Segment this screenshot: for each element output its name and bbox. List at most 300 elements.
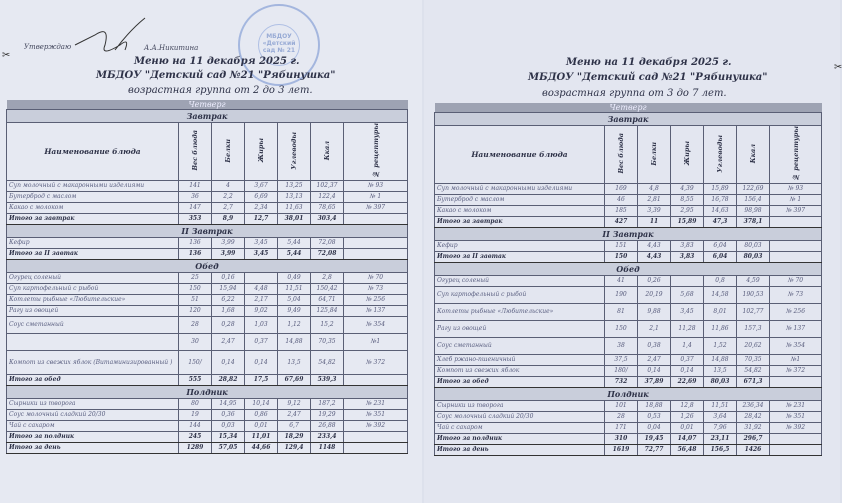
cell-carbs: 0,8	[704, 275, 737, 286]
cell-recipe-no: № 351	[770, 411, 822, 422]
cell-protein: 14,95	[212, 398, 245, 409]
cell-recipe-no: № 70	[344, 272, 408, 283]
cell-fat: 3,67	[245, 180, 278, 191]
official-stamp: МБДОУ «Детский сад № 21	[238, 4, 320, 86]
table-row	[7, 333, 408, 350]
dish-name: Итого за день	[435, 444, 605, 455]
cell-kcal: 72,08	[311, 237, 344, 248]
cell-protein: 9,88	[638, 303, 671, 320]
table-row	[435, 365, 822, 376]
cell-kcal: 54,82	[311, 350, 344, 374]
cell-carbs	[278, 123, 311, 181]
dish-name: Наименование блюда	[7, 123, 179, 181]
dish-name: Итого за обед	[435, 376, 605, 387]
cell-recipe-no	[770, 126, 822, 184]
table-row	[7, 398, 408, 409]
section-header	[7, 385, 408, 398]
cell-weight	[179, 123, 212, 181]
cell-fat: 14,07	[671, 433, 704, 444]
cell-weight: 555	[179, 374, 212, 385]
cell-protein: 2,7	[212, 202, 245, 213]
table-row	[435, 183, 822, 194]
cell-weight: 136	[179, 237, 212, 248]
section-header	[435, 262, 822, 275]
cell-protein: 11	[638, 216, 671, 227]
scissors-icon: ✂	[2, 50, 11, 61]
cell-fat: 8,55	[671, 194, 704, 205]
cell-carbs: 14,88	[278, 333, 311, 350]
cell-kcal: 157,3	[737, 320, 770, 337]
cell-kcal: 54,82	[737, 365, 770, 376]
cell-kcal: 102,37	[311, 180, 344, 191]
header-label: № рецептуры	[371, 123, 380, 178]
table-row	[7, 191, 408, 202]
section-header-label: II Завтрак	[435, 227, 822, 240]
cell-protein: 15,94	[212, 283, 245, 294]
section-total-row	[7, 248, 408, 259]
cell-fat: 44,66	[245, 442, 278, 453]
dish-name: Кефир	[7, 237, 179, 248]
cell-protein: 3,39	[638, 205, 671, 216]
dish-name: Итого за полдник	[7, 431, 179, 442]
cell-protein: 2,1	[638, 320, 671, 337]
dish-name: Котлеты рыбные «Любительские»	[7, 294, 179, 305]
menu-sheet-3-7-years	[424, 0, 840, 503]
day-total-row	[435, 444, 822, 455]
cell-kcal: 20,62	[737, 337, 770, 354]
cell-carbs: 11,51	[278, 283, 311, 294]
cell-carbs: 156,5	[704, 444, 737, 455]
cell-fat: 56,48	[671, 444, 704, 455]
cell-carbs: 2,47	[278, 409, 311, 420]
dish-name: Итого за II завтак	[435, 251, 605, 262]
dish-name: Итого за завтрак	[7, 213, 179, 224]
table-row	[435, 411, 822, 422]
cell-weight: 37,5	[605, 354, 638, 365]
section-header	[7, 259, 408, 272]
cell-kcal: 80,03	[737, 251, 770, 262]
cell-kcal: 2,8	[311, 272, 344, 283]
cell-kcal: 80,03	[737, 240, 770, 251]
dish-name: Суп молочный с макаронными изделиями	[7, 180, 179, 191]
cell-fat: 22,69	[671, 376, 704, 387]
cell-recipe-no: № 1	[344, 191, 408, 202]
dish-name: Соус молочный сладкий 20/30	[7, 409, 179, 420]
table-row	[7, 294, 408, 305]
cell-protein: 0,53	[638, 411, 671, 422]
cell-recipe-no: № 73	[770, 286, 822, 303]
dish-name: Огурец соленый	[435, 275, 605, 286]
table-row	[435, 240, 822, 251]
cell-protein	[638, 126, 671, 184]
cell-carbs: 5,04	[278, 294, 311, 305]
cell-recipe-no: № 397	[770, 205, 822, 216]
cell-carbs: 67,69	[278, 374, 311, 385]
dish-name: Хлеб ржано-пшеничный	[435, 354, 605, 365]
cell-weight: 30	[179, 333, 212, 350]
dish-name: Компот из свежих яблок	[435, 365, 605, 376]
cell-fat	[671, 126, 704, 184]
cell-kcal: 378,1	[737, 216, 770, 227]
cell-weight: 180/	[605, 365, 638, 376]
cell-weight: 136	[179, 248, 212, 259]
dish-name: Сырники из творога	[7, 398, 179, 409]
header-label: Ккал	[749, 143, 757, 164]
cell-recipe-no	[770, 376, 822, 387]
cell-carbs: 1,12	[278, 316, 311, 333]
menu-title: Меню на 11 декабря 2025 г.	[134, 56, 300, 67]
cell-recipe-no: № 372	[770, 365, 822, 376]
cell-recipe-no: № 392	[344, 420, 408, 431]
cell-recipe-no: № 354	[344, 316, 408, 333]
table-row	[7, 237, 408, 248]
cell-protein: 0,16	[212, 272, 245, 283]
section-header	[435, 113, 822, 126]
dish-name: Какао с молоком	[435, 205, 605, 216]
signature	[70, 15, 150, 60]
cell-protein: 8,9	[212, 213, 245, 224]
cell-protein: 15,34	[212, 431, 245, 442]
cell-recipe-no: № 354	[770, 337, 822, 354]
table-row	[435, 286, 822, 303]
dish-name: Сырники из творога	[435, 400, 605, 411]
cell-protein: 0,28	[212, 316, 245, 333]
section-header	[7, 110, 408, 123]
cell-weight: 101	[605, 400, 638, 411]
cell-recipe-no: № 73	[344, 283, 408, 294]
cell-protein: 2,47	[638, 354, 671, 365]
table-row	[7, 272, 408, 283]
dish-name: Чай с сахаром	[7, 420, 179, 431]
cell-carbs: 14,58	[704, 286, 737, 303]
cell-carbs: 11,86	[704, 320, 737, 337]
section-total-row	[435, 376, 822, 387]
cell-kcal: 122,69	[737, 183, 770, 194]
cell-weight: 732	[605, 376, 638, 387]
section-total-row	[7, 374, 408, 385]
cell-weight: 38	[605, 337, 638, 354]
day-header-label: Четверг	[435, 103, 822, 113]
cell-protein: 3,99	[212, 248, 245, 259]
age-group: возрастная группа от 2 до 3 лет.	[128, 85, 313, 96]
cell-recipe-no	[770, 444, 822, 455]
section-header-label: Полдник	[435, 387, 822, 400]
cell-recipe-no	[344, 431, 408, 442]
cell-protein: 0,14	[638, 365, 671, 376]
cell-fat: 6,69	[245, 191, 278, 202]
cell-carbs: 6,04	[704, 251, 737, 262]
cell-protein: 6,22	[212, 294, 245, 305]
cell-weight: 19	[179, 409, 212, 420]
cell-weight: 46	[605, 194, 638, 205]
cell-carbs: 13,5	[278, 350, 311, 374]
cell-fat: 5,68	[671, 286, 704, 303]
cell-carbs: 3,64	[704, 411, 737, 422]
cell-carbs: 11,51	[704, 400, 737, 411]
cell-carbs: 13,25	[278, 180, 311, 191]
cell-fat: 11,28	[671, 320, 704, 337]
cell-kcal: 78,65	[311, 202, 344, 213]
dish-name: Соус молочный сладкий 20/30	[435, 411, 605, 422]
cell-weight: 120	[179, 305, 212, 316]
cell-carbs: 13,5	[704, 365, 737, 376]
section-header-label: II Завтрак	[7, 224, 408, 237]
cell-protein: 4,43	[638, 240, 671, 251]
table-row	[435, 337, 822, 354]
cell-kcal: 1148	[311, 442, 344, 453]
cell-fat: 1,26	[671, 411, 704, 422]
cell-weight: 171	[605, 422, 638, 433]
cell-carbs: 5,44	[278, 248, 311, 259]
dish-name: Соус сметанный	[435, 337, 605, 354]
cell-fat: 0,01	[245, 420, 278, 431]
dish-name	[7, 333, 179, 350]
section-total-row	[7, 213, 408, 224]
dish-name: Бутерброд с маслом	[435, 194, 605, 205]
day-header	[435, 103, 822, 113]
table-row	[435, 354, 822, 365]
cell-recipe-no: № 351	[344, 409, 408, 420]
cell-protein	[212, 123, 245, 181]
cell-carbs: 11,63	[278, 202, 311, 213]
dish-name: Наименование блюда	[435, 126, 605, 184]
header-label: Вес блюда	[617, 133, 625, 174]
cell-kcal: 26,88	[311, 420, 344, 431]
cell-kcal: 102,77	[737, 303, 770, 320]
dish-name: Котлеты рыбные «Любительские»	[435, 303, 605, 320]
cell-recipe-no: № 231	[770, 400, 822, 411]
cell-carbs: 47,3	[704, 216, 737, 227]
cell-fat	[671, 275, 704, 286]
cell-weight: 150	[605, 251, 638, 262]
cell-protein: 2,81	[638, 194, 671, 205]
dish-name: Итого за день	[7, 442, 179, 453]
cell-weight: 51	[179, 294, 212, 305]
menu-table	[434, 103, 822, 456]
cell-recipe-no	[770, 433, 822, 444]
cell-weight: 28	[179, 316, 212, 333]
cell-weight: 353	[179, 213, 212, 224]
cell-weight: 81	[605, 303, 638, 320]
dish-name: Соус сметанный	[7, 316, 179, 333]
dish-name: Суп молочный с макаронными изделиями	[435, 183, 605, 194]
cell-protein: 72,77	[638, 444, 671, 455]
cell-kcal: 236,34	[737, 400, 770, 411]
section-header-label: Завтрак	[7, 110, 408, 123]
dish-name: Итого за завтрак	[435, 216, 605, 227]
header-label: Белки	[224, 138, 232, 163]
menu-table	[6, 100, 408, 454]
cell-weight: 150/	[179, 350, 212, 374]
dish-name: Рагу из овощей	[435, 320, 605, 337]
cell-kcal: 15,2	[311, 316, 344, 333]
dish-name: Итого за обед	[7, 374, 179, 385]
org-name: МБДОУ "Детский сад №21 "Рябинушка"	[528, 72, 768, 83]
dish-name: Чай с сахаром	[435, 422, 605, 433]
cell-protein: 0,03	[212, 420, 245, 431]
cell-recipe-no	[344, 442, 408, 453]
cell-carbs: 9,49	[278, 305, 311, 316]
day-header	[7, 100, 408, 110]
cell-protein: 3,99	[212, 237, 245, 248]
cell-recipe-no	[344, 123, 408, 181]
cell-recipe-no: № 1	[770, 194, 822, 205]
cell-protein: 0,36	[212, 409, 245, 420]
cell-carbs: 15,89	[704, 183, 737, 194]
cell-kcal: 122,4	[311, 191, 344, 202]
cell-weight: 245	[179, 431, 212, 442]
dish-name: Бутерброд с маслом	[7, 191, 179, 202]
cell-carbs: 18,29	[278, 431, 311, 442]
cell-weight: 1289	[179, 442, 212, 453]
cell-kcal: 72,08	[311, 248, 344, 259]
cell-weight: 150	[605, 320, 638, 337]
cell-weight: 310	[605, 433, 638, 444]
section-total-row	[435, 251, 822, 262]
table-row	[435, 400, 822, 411]
cell-weight: 185	[605, 205, 638, 216]
section-header-label: Обед	[435, 262, 822, 275]
day-total-row	[7, 442, 408, 453]
cell-fat: 0,14	[671, 365, 704, 376]
table-row	[7, 283, 408, 294]
header-label: Белки	[650, 141, 658, 166]
cell-weight: 1619	[605, 444, 638, 455]
cell-fat: 2,34	[245, 202, 278, 213]
cell-kcal: 70,35	[737, 354, 770, 365]
cell-protein: 0,04	[638, 422, 671, 433]
cell-weight: 147	[179, 202, 212, 213]
cell-protein: 4,8	[638, 183, 671, 194]
cell-kcal: 303,4	[311, 213, 344, 224]
cell-protein: 19,45	[638, 433, 671, 444]
cell-weight: 144	[179, 420, 212, 431]
header-label: Вес блюда	[191, 130, 199, 171]
cell-carbs: 6,04	[704, 240, 737, 251]
dish-name: Суп картофельный с рыбой	[7, 283, 179, 294]
section-total-row	[435, 216, 822, 227]
table-row	[435, 320, 822, 337]
header-label: Углеводы	[290, 131, 298, 170]
cell-weight: 190	[605, 286, 638, 303]
cell-weight: 151	[605, 240, 638, 251]
cell-fat	[245, 272, 278, 283]
cell-protein: 4,43	[638, 251, 671, 262]
cell-recipe-no: №1	[770, 354, 822, 365]
cell-carbs: 8,01	[704, 303, 737, 320]
cell-protein: 1,68	[212, 305, 245, 316]
cell-kcal: 19,29	[311, 409, 344, 420]
cell-protein: 4	[212, 180, 245, 191]
dish-name: Итого за II завтак	[7, 248, 179, 259]
cell-weight: 25	[179, 272, 212, 283]
cell-carbs: 14,88	[704, 354, 737, 365]
cell-kcal: 4,59	[737, 275, 770, 286]
cell-recipe-no: № 372	[344, 350, 408, 374]
cell-recipe-no: № 137	[344, 305, 408, 316]
table-row	[435, 303, 822, 320]
section-header	[435, 227, 822, 240]
cell-protein: 0,14	[212, 350, 245, 374]
cell-recipe-no	[344, 237, 408, 248]
section-header-label: Завтрак	[435, 113, 822, 126]
cell-kcal: 1426	[737, 444, 770, 455]
cell-protein: 18,88	[638, 400, 671, 411]
cell-fat: 0,01	[671, 422, 704, 433]
cell-weight: 150	[179, 283, 212, 294]
cell-fat: 1,4	[671, 337, 704, 354]
cell-recipe-no: №1	[344, 333, 408, 350]
header-label: Ккал	[323, 140, 331, 161]
cell-fat: 11,01	[245, 431, 278, 442]
dish-name: Какао с молоком	[7, 202, 179, 213]
table-row	[7, 305, 408, 316]
cell-fat: 3,45	[245, 237, 278, 248]
section-header-label: Полдник	[7, 385, 408, 398]
cell-kcal: 70,35	[311, 333, 344, 350]
cell-fat: 9,02	[245, 305, 278, 316]
cell-fat: 15,89	[671, 216, 704, 227]
scissors-icon: ✂	[834, 62, 842, 73]
cell-kcal: 671,3	[737, 376, 770, 387]
table-row	[435, 275, 822, 286]
cell-fat: 17,5	[245, 374, 278, 385]
org-name: МБДОУ "Детский сад №21 "Рябинушка"	[96, 70, 336, 81]
cell-fat: 0,37	[245, 333, 278, 350]
table-row	[7, 420, 408, 431]
cell-recipe-no: № 231	[344, 398, 408, 409]
cell-protein: 57,05	[212, 442, 245, 453]
cell-weight: 141	[179, 180, 212, 191]
cell-recipe-no: № 256	[770, 303, 822, 320]
cell-fat: 3,83	[671, 240, 704, 251]
cell-recipe-no: № 70	[770, 275, 822, 286]
cell-kcal: 190,53	[737, 286, 770, 303]
age-group: возрастная группа от 3 до 7 лет.	[542, 88, 727, 99]
table-row	[7, 202, 408, 213]
cell-kcal: 296,7	[737, 433, 770, 444]
table-row	[7, 316, 408, 333]
menu-title: Меню на 11 декабря 2025 г.	[566, 57, 732, 68]
cell-carbs: 5,44	[278, 237, 311, 248]
cell-carbs: 1,52	[704, 337, 737, 354]
column-headers	[435, 126, 822, 184]
section-total-row	[7, 431, 408, 442]
cell-weight: 28	[605, 411, 638, 422]
cell-kcal: 98,98	[737, 205, 770, 216]
dish-name: Компот из свежих яблок (Витаминизированный )	[7, 350, 179, 374]
cell-fat: 4,39	[671, 183, 704, 194]
cell-fat: 12,7	[245, 213, 278, 224]
cell-kcal: 539,3	[311, 374, 344, 385]
day-header-label: Четверг	[7, 100, 408, 110]
cell-fat: 0,86	[245, 409, 278, 420]
table-row	[435, 422, 822, 433]
cell-kcal: 156,4	[737, 194, 770, 205]
section-header	[7, 224, 408, 237]
cell-recipe-no: № 256	[344, 294, 408, 305]
header-label: Углеводы	[716, 134, 724, 173]
cell-carbs: 38,01	[278, 213, 311, 224]
approver-name: А.А.Никитина	[144, 44, 199, 52]
cell-protein: 20,19	[638, 286, 671, 303]
cell-fat: 3,45	[671, 303, 704, 320]
cell-fat: 2,17	[245, 294, 278, 305]
cell-carbs	[704, 126, 737, 184]
dish-name: Огурец соленый	[7, 272, 179, 283]
cell-kcal: 125,84	[311, 305, 344, 316]
cell-kcal: 31,92	[737, 422, 770, 433]
